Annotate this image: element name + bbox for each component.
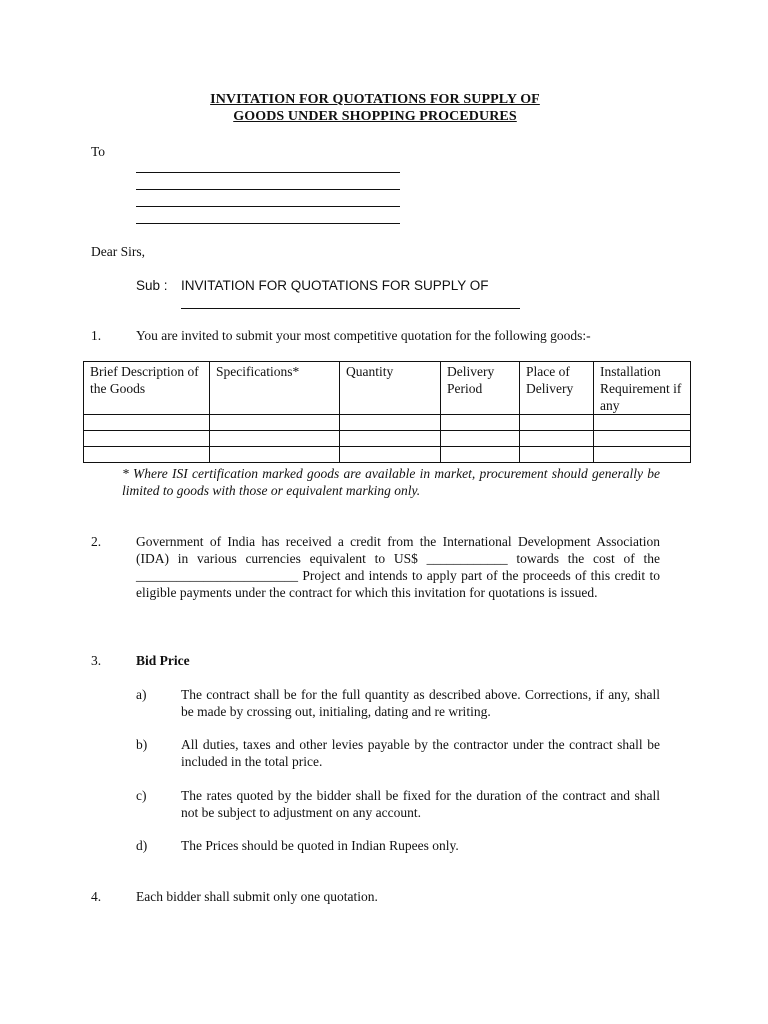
address-line-4	[136, 223, 400, 224]
subitem-a-label: a)	[136, 687, 147, 702]
document-title-line-1: INVITATION FOR QUOTATIONS FOR SUPPLY OF	[210, 92, 540, 107]
subject-text: INVITATION FOR QUOTATIONS FOR SUPPLY OF	[181, 278, 489, 293]
table-cell	[594, 415, 691, 431]
table-cell	[520, 415, 594, 431]
item-4-number: 4.	[91, 889, 102, 904]
to-label: To	[91, 144, 106, 159]
address-line-3	[136, 206, 400, 207]
table-footnote: * Where ISI certification marked goods are available in market, procurement should generally be limited to goods with those or equivalent marking only.	[122, 466, 660, 498]
column-header-specifications: Specifications*	[210, 362, 340, 415]
table-cell	[340, 447, 441, 463]
subitem-c-label: c)	[136, 788, 147, 803]
item-1-number: 1.	[91, 328, 102, 343]
column-header-description: Brief Description of the Goods	[84, 362, 210, 415]
item-1-text: You are invited to submit your most competitive quotation for the following goods:-	[136, 328, 591, 343]
table-cell	[340, 431, 441, 447]
document-title-line-2: GOODS UNDER SHOPPING PROCEDURES	[233, 109, 517, 124]
table-header-row	[84, 362, 691, 415]
subitem-a-text: The contract shall be for the full quantity as described above. Corrections, if any, shall be made by crossing out, initialing, dating and re writing.	[181, 687, 660, 719]
subitem-c-text: The rates quoted by the bidder shall be fixed for the duration of the contract and shall not be subject to adjustment on any account.	[181, 788, 660, 820]
bid-price-heading: Bid Price	[136, 653, 190, 668]
column-header-installation: Installation Requirement if any	[594, 362, 691, 415]
table-cell	[594, 431, 691, 447]
subitem-b-text: All duties, taxes and other levies payable by the contractor under the contract shall be included in the total price.	[181, 737, 660, 769]
table-cell	[441, 415, 520, 431]
item-2-text: Government of India has received a credit from the International Development Association (IDA) in various currencies equivalent to US$ ____________ towards the cost of the ________________________ Project and intends to apply part of the proceeds of this credit to eligible payments under the contract for which this invitation for quotations is issued.	[136, 534, 660, 600]
table-cell	[84, 415, 210, 431]
address-line-2	[136, 189, 400, 190]
table-cell	[441, 447, 520, 463]
subject-blank-line	[181, 308, 520, 309]
table-cell	[210, 415, 340, 431]
table-cell	[210, 431, 340, 447]
subject-label: Sub :	[136, 278, 168, 293]
item-2-number: 2.	[91, 534, 102, 549]
subitem-b-label: b)	[136, 737, 148, 752]
table-cell	[84, 431, 210, 447]
table-cell	[520, 431, 594, 447]
column-header-quantity: Quantity	[340, 362, 441, 415]
subitem-d-text: The Prices should be quoted in Indian Rupees only.	[181, 838, 459, 853]
table-cell	[594, 447, 691, 463]
table-cell	[441, 431, 520, 447]
table-cell	[340, 415, 441, 431]
table-row	[84, 447, 691, 463]
table-row	[84, 431, 691, 447]
item-3-number: 3.	[91, 653, 102, 668]
subitem-d-label: d)	[136, 838, 148, 853]
item-4-text: Each bidder shall submit only one quotation.	[136, 889, 378, 904]
table-cell	[84, 447, 210, 463]
goods-table	[83, 361, 691, 463]
table-row	[84, 415, 691, 431]
address-line-1	[136, 172, 400, 173]
column-header-place-of-delivery: Place of Delivery	[520, 362, 594, 415]
column-header-delivery-period: Delivery Period	[441, 362, 520, 415]
salutation: Dear Sirs,	[91, 244, 145, 259]
table-cell	[210, 447, 340, 463]
table-cell	[520, 447, 594, 463]
